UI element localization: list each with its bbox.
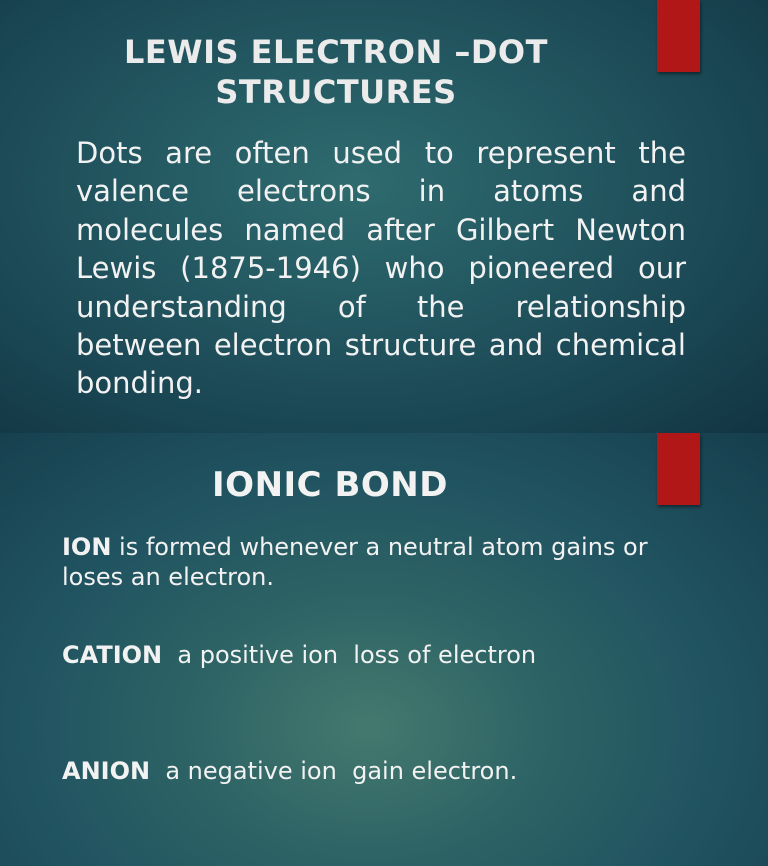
definition-ion-text: is formed whenever a neutral atom gains or loses an electron.	[62, 533, 648, 591]
definition-ion	[62, 532, 702, 592]
red-accent-bar	[657, 0, 700, 72]
slide-title: IONIC BOND	[212, 465, 448, 505]
term-ion: ION	[62, 533, 112, 561]
definition-anion	[62, 756, 702, 786]
slide-title	[96, 32, 576, 112]
slide-ionic-bond	[0, 433, 768, 866]
definition-anion-text: a negative ion gain electron.	[150, 757, 518, 785]
definition-cation-text: a positive ion loss of electron	[162, 641, 537, 669]
definition-cation	[62, 640, 702, 670]
term-anion: ANION	[62, 757, 151, 785]
slide-body-text: Dots are often used to represent the valence electrons in atoms and molecules named after Gilbert Newton Lewis (1875-1946) who pioneered our understanding of the relationship between electron structure and chemical bonding.	[76, 136, 686, 401]
red-accent-bar	[657, 433, 700, 505]
term-cation: CATION	[62, 641, 163, 669]
slide-title-line-1: LEWIS ELECTRON –DOT	[124, 33, 548, 71]
slide-title-line-2: STRUCTURES	[215, 73, 457, 111]
